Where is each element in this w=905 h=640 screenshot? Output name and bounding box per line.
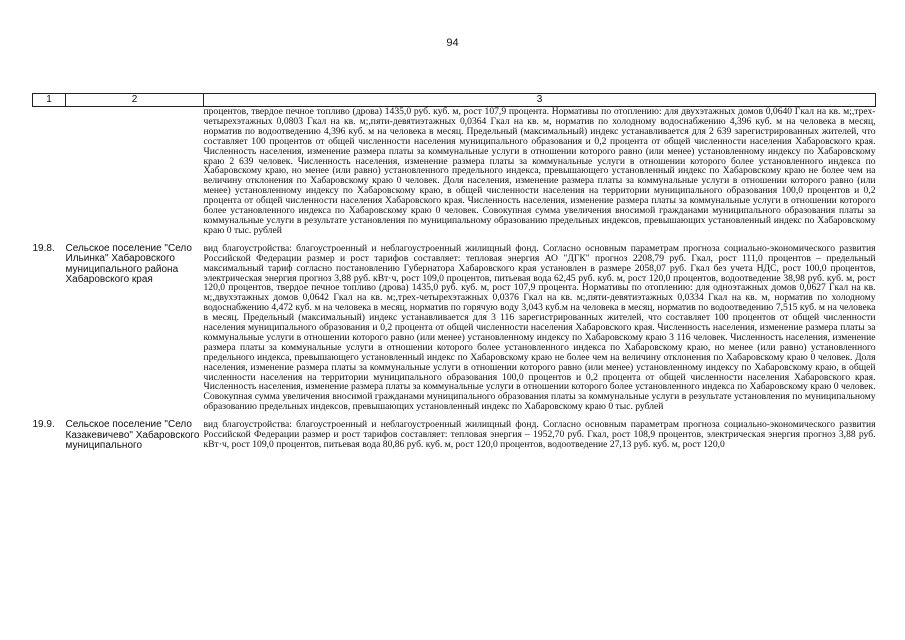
row-description bbox=[204, 244, 876, 412]
table-header bbox=[33, 94, 876, 107]
table-row-continuation bbox=[33, 107, 876, 236]
municipality-name: Сельское поселение "Село Ильинка" Хабаровского муниципального района Хабаровского края bbox=[65, 242, 192, 286]
column-header-1: 1 bbox=[33, 94, 66, 107]
continuation-paragraph: процентов, твердое печное топливо (дрова) 1435,0 руб. куб. м, рост 107,9 процента. Нормативы по отоплению: для двухэтажных домов 0,0640 Гкал на кв. м;,трех-четырехэтажных 0,0803 Гкал на кв. м;,пяти-девятиэтажных 0,0364 Гкал на кв. м, норматив по холодному водоснабжению 4,396 куб. м на человека в месяц, норматив по водоотведению 4,396 куб. м на человека в месяц. Предельный (максимальный) индекс устанавливается для 2 639 зарегистрированных жителей, что составляет 100 процентов от общей численности населения муниципального образования и 0,2 процента от общей численности населения Хабаровского края. Численность населения, изменение размера платы за коммунальные услуги в отношении которого равно (или менее) установленному индексу по Хабаровскому краю 2 639 человек. Численность населения, изменение размера платы за коммунальные услуги в отношении которого более установленного индекса по Хабаровскому краю, но менее (или равно) установленного предельного индекса, превышающего установленный индекс по Хабаровскому краю не более чем на величину отклонения по Хабаровскому краю 0 человек. Доля населения, изменение размера платы за коммунальные услуги в отношении которого равно (или менее) установленному индексу по Хабаровскому краю, в общей численности населения на территории муниципального образования 100,0 процентов и 0,2 процента от общей численности населения Хабаровского края. Численность населения, изменение размера платы за коммунальные услуги в отношении которого более установленного индекса по Хабаровскому краю 0 человек. Совокупная сумма увеличения вносимой гражданами муниципального образования платы за коммунальные услуги в результате установления по муниципальному образованию предельных индексов, превышающих установленный индекс по Хабаровскому краю 0 тыс. рублей bbox=[203, 106, 876, 236]
row-description-paragraph: вид благоустройства: благоустроенный и неблагоустроенный жилищный фонд. Согласно основным параметрам прогноза социально-экономического развития Российской Федерации размер и рост тарифов составляет: тепловая энергия АО "ДГК" прогноз 2208,79 руб. Гкал, рост 111,0 процентов – предельный максимальный тариф согласно постановлению Губернатора Хабаровского края установлен в размере 2058,07 руб. Гкал без учета НДС, рост 100,0 процентов, электрическая энергия прогноз 3,88 руб. кВт·ч, рост 109,0 процентов, питьевая вода 62,45 руб. куб. м, рост 120,0 процентов, водоотведение 38,98 руб. куб. м, рост 120,0 процентов, твердое печное топливо (дрова) 1435,0 руб. куб. м, рост 107,9 процента. Нормативы по отоплению: для одноэтажных домов 0,0627 Гкал на кв. м;,двухэтажных домов 0,0642 Гкал на кв. м;,трех-четырехэтажных 0,0376 Гкал на кв. м;,пяти-девятиэтажных 0,0334 Гкал на кв. м, норматив по холодному водоснабжению 4,472 куб. м на человека в месяц, норматив по горячую воду 3,043 куб.м на человека в месяц, норматив по водоотведению 7,515 куб. м на человека в месяц. Предельный (максимальный) индекс устанавливается для 3 116 зарегистрированных жителей, что составляет 100 процентов от общей численности населения муниципального образования и 0,2 процента от общей численности населения Хабаровского края. Численность населения, изменение размера платы за коммунальные услуги в отношении которого равно (или менее) установленному индексу по Хабаровскому краю 3 116 человек. Численность населения, изменение размера платы за коммунальные услуги в отношении которого более установленного индекса по Хабаровскому краю, но менее (или равно) установленного предельного индекса, превышающего установленный индекс по Хабаровскому краю не более чем на величину отклонения по Хабаровскому краю 0 человек. Доля населения, изменение размера платы за коммунальные услуги в отношении которого равно (или менее) установленному индексу по Хабаровскому краю, в общей численности населения на территории муниципального образования 100,0 процентов и 0,2 процента от общей численности населения Хабаровского края. Численность населения, изменение размера платы за коммунальные услуги в отношении которого более установленного индекса по Хабаровскому краю 0 человек. Совокупная сумма увеличения вносимой гражданами муниципального образования платы за коммунальные услуги в результате установления по муниципальному образованию предельных индексов, превышающих установленный индекс по Хабаровскому краю 0 тыс. рублей bbox=[203, 242, 876, 413]
row-description bbox=[204, 420, 876, 452]
column-header-2: 2 bbox=[66, 94, 204, 107]
column-header-3: 3 bbox=[204, 94, 876, 107]
page-number: 94 bbox=[446, 37, 459, 49]
row-number: 19.9. bbox=[32, 419, 55, 431]
row-description-paragraph: вид благоустройства: благоустроенный и неблагоустроенный жилищный фонд. Согласно основным параметрам прогноза социально-экономического развития Российской Федерации размер и рост тарифов составляет: тепловая энергия – 1952,70 руб. Гкал, рост 108,9 процентов, электрическая энергия прогноз 3,88 руб. кВт·ч, рост 109,0 процентов, питьевая вода 80,86 руб. куб. м, рост 120,0 процентов, водоотведение 27,13 руб. куб. м, рост 120,0 bbox=[203, 419, 876, 450]
table-row-19-9 bbox=[33, 420, 876, 452]
municipality-name: Сельское поселение "Село Казакевичево" Хабаровского муниципального bbox=[65, 419, 200, 452]
table-row-19-8 bbox=[33, 244, 876, 412]
continuation-text bbox=[204, 107, 876, 236]
row-number: 19.8. bbox=[32, 242, 55, 254]
tariff-table bbox=[32, 93, 876, 452]
